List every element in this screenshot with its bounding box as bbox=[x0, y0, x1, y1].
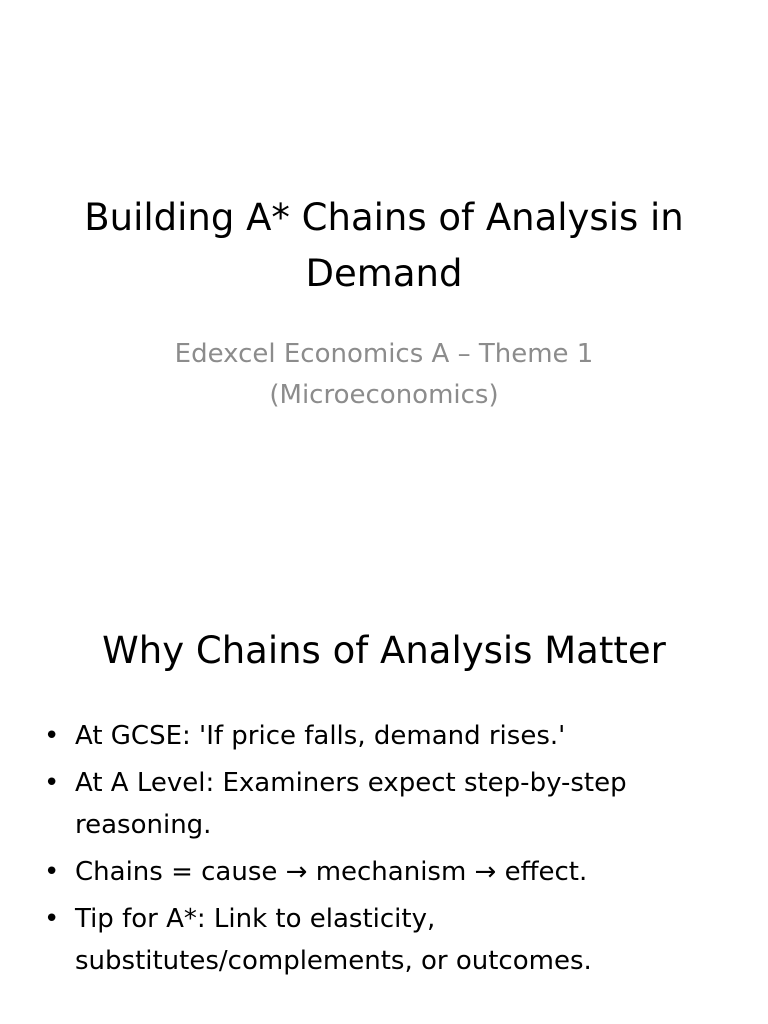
bullet-list bbox=[42, 715, 732, 987]
bullet-text: At A Level: Examiners expect step-by-step reasoning. bbox=[75, 768, 627, 840]
subtitle-line-2: (Microeconomics) bbox=[269, 380, 499, 410]
bullet-text: Tip for A*: Link to elasticity, substitutes/complements, or outcomes. bbox=[75, 904, 592, 976]
bullet-item bbox=[42, 898, 732, 982]
bullet-text: At GCSE: 'If price falls, demand rises.' bbox=[75, 721, 566, 751]
content-slide bbox=[0, 512, 768, 1024]
slide-subtitle bbox=[60, 334, 708, 416]
bullet-icon: • bbox=[44, 857, 60, 887]
slide-title: Building A* Chains of Analysis in Demand bbox=[84, 196, 684, 295]
bullet-item bbox=[42, 851, 732, 893]
bullet-icon: • bbox=[44, 768, 60, 798]
bullet-icon: • bbox=[44, 721, 60, 751]
bullet-item bbox=[42, 715, 732, 757]
subtitle-line-1: Edexcel Economics A – Theme 1 bbox=[174, 339, 594, 369]
bullet-text: Chains = cause → mechanism → effect. bbox=[75, 857, 588, 887]
bullet-icon: • bbox=[44, 904, 60, 934]
bullet-item bbox=[42, 762, 732, 846]
slide-title: Why Chains of Analysis Matter bbox=[102, 629, 666, 672]
